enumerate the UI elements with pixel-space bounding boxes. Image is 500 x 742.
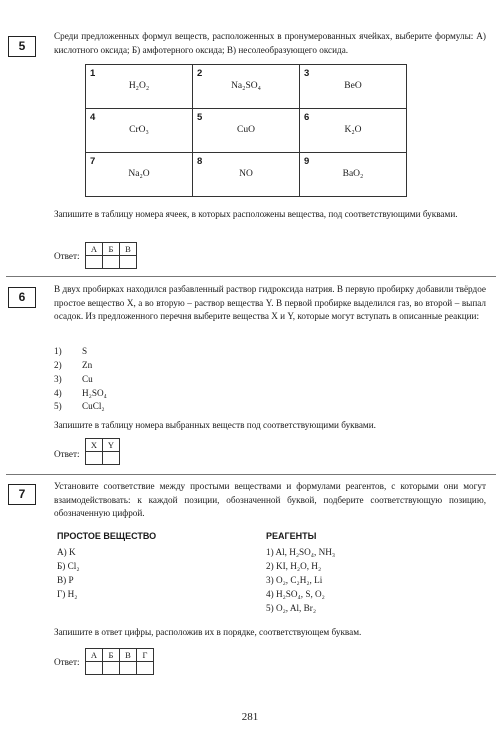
answer-cell[interactable] (137, 662, 154, 675)
task5-instruction: Запишите в таблицу номера ячеек, в которых расположены вещества, под соответствующими буквами. (54, 209, 458, 219)
cell-number: 5 (197, 112, 203, 123)
answer-cell[interactable] (103, 256, 120, 269)
cell-formula: Na₂SO₄ (231, 81, 261, 91)
task6-answer-label: Ответ: (54, 449, 80, 459)
reagent-item: 3) O₂, C₂H₂, Li (266, 575, 323, 585)
answer-header-b: Б (103, 649, 120, 662)
answer-cell[interactable] (86, 662, 103, 675)
answer-header-a: А (86, 649, 103, 662)
cell-number: 1 (90, 68, 96, 79)
answer-cell[interactable] (120, 256, 137, 269)
task6-option (54, 360, 92, 370)
separator (6, 276, 496, 277)
answer-cell[interactable] (103, 452, 120, 465)
grid-cell (193, 153, 300, 197)
cell-formula: CrO₃ (129, 125, 149, 135)
reagent-item: 2) KI, H₂O, H₂ (266, 561, 322, 571)
substance-item: В) P (57, 575, 74, 585)
task7-answer-table (85, 648, 154, 675)
task6-text: В двух пробирках находился разбавленный раствор гидроксида натрия. В первую пробирку добавили твёрдое простое вещество X, а во вторую – раствор вещества Y. В первой пробирке выделился газ, во второй – выпал осадок. Из предложенного перечня выберите вещества X и Y, которые могут вступать в описанные реакции: (54, 284, 486, 321)
formula-grid (85, 64, 407, 197)
task6-option (54, 374, 93, 384)
cell-formula: H₂O₂ (128, 81, 150, 91)
column-header-reagents: РЕАГЕНТЫ (266, 531, 317, 541)
task6-answer-table (85, 438, 120, 465)
grid-cell (300, 109, 407, 153)
option-number: 5) (54, 401, 62, 411)
answer-header-g: Г (137, 649, 154, 662)
cell-formula: CuO (237, 125, 255, 135)
cell-formula: BaO₂ (342, 169, 364, 179)
option-number: 3) (54, 374, 62, 384)
task-number-5: 5 (8, 36, 36, 57)
answer-header-a: А (86, 243, 103, 256)
task5-answer-label: Ответ: (54, 251, 80, 261)
substance-item: Б) Cl₂ (57, 561, 80, 571)
cell-number: 2 (197, 68, 203, 79)
option-number: 2) (54, 360, 62, 370)
option-number: 4) (54, 388, 62, 398)
task6-option (54, 401, 105, 411)
task5-text: Среди предложенных формул веществ, расположенных в пронумерованных ячейках, выберите формулы: А) кислотного оксида; Б) амфотерного оксида; В) несолеобразующего оксида. (54, 31, 486, 55)
grid-cell (86, 153, 193, 197)
cell-number: 9 (304, 156, 310, 167)
cell-number: 8 (197, 156, 203, 167)
answer-cell[interactable] (103, 662, 120, 675)
answer-header-v: В (120, 649, 137, 662)
task-number-6: 6 (8, 287, 36, 308)
task7-answer-label: Ответ: (54, 657, 80, 667)
task7-instruction: Запишите в ответ цифры, расположив их в порядке, соответствующем буквам. (54, 627, 362, 637)
substance-item: А) K (57, 547, 76, 557)
answer-header-b: Б (103, 243, 120, 256)
answer-header-y: Y (103, 439, 120, 452)
substance-item: Г) H₂ (57, 589, 78, 599)
cell-number: 6 (304, 112, 310, 123)
option-value: CuCl₂ (82, 401, 105, 411)
option-value: Zn (82, 360, 93, 370)
column-header-substance: ПРОСТОЕ ВЕЩЕСТВО (57, 531, 157, 541)
cell-formula: NO (239, 169, 253, 179)
answer-header-v: В (120, 243, 137, 256)
cell-number: 3 (304, 68, 310, 79)
grid-cell (86, 65, 193, 109)
answer-cell[interactable] (86, 256, 103, 269)
cell-formula: Na₂O (128, 169, 150, 179)
grid-cell (193, 65, 300, 109)
task-number-7: 7 (8, 484, 36, 505)
grid-cell (193, 109, 300, 153)
cell-formula: BeO (344, 81, 362, 91)
reagent-item: 4) H₂SO₄, S, O₂ (266, 589, 325, 599)
cell-number: 7 (90, 156, 96, 167)
answer-header-x: X (86, 439, 103, 452)
option-value: H₂SO₄ (82, 388, 107, 398)
grid-cell (86, 109, 193, 153)
option-value: Cu (82, 374, 93, 384)
reagent-item: 1) Al, H₂SO₄, NH₃ (266, 547, 336, 557)
option-value: S (82, 346, 88, 356)
grid-cell (300, 65, 407, 109)
separator (6, 474, 496, 475)
answer-cell[interactable] (86, 452, 103, 465)
task6-option (54, 388, 107, 398)
cell-formula: K₂O (344, 125, 362, 135)
reagent-item: 5) O₂, Al, Br₂ (266, 603, 317, 613)
grid-cell (300, 153, 407, 197)
cell-number: 4 (90, 112, 96, 123)
task6-instruction: Запишите в таблицу номера выбранных веществ под соответствующими буквами. (54, 420, 376, 430)
answer-cell[interactable] (120, 662, 137, 675)
page-number: 281 (241, 711, 259, 723)
task5-answer-table (85, 242, 137, 269)
option-number: 1) (54, 346, 62, 356)
task6-option (54, 346, 87, 356)
task7-text: Установите соответствие между простыми веществами и формулами реагентов, с которыми они могут взаимодействовать: к каждой позиции, обозначенной буквой, подберите соответствующую позицию, обозначенную цифрой. (54, 481, 486, 518)
